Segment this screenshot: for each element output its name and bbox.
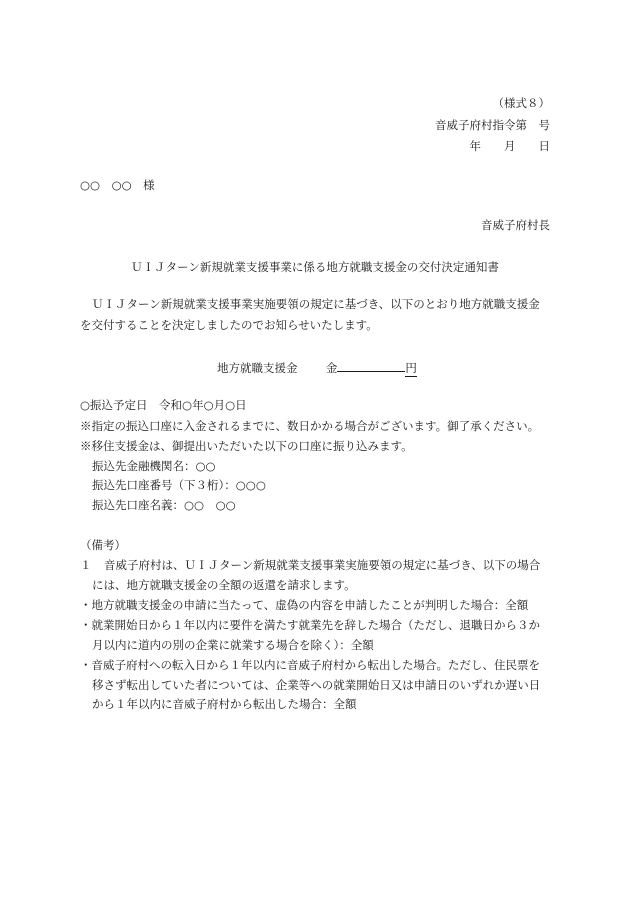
transfer-note-1: ※指定の振込口座に入金されるまでに、数日かかる場合がございます。御了承ください。 bbox=[80, 419, 540, 433]
issuer-number: 音威子府村指令第 号 bbox=[435, 118, 550, 132]
remarks-item-line-2: には、地方就職支援金の全額の返還を請求します。 bbox=[92, 578, 356, 592]
amount-blank bbox=[337, 361, 405, 372]
body-line-1: ＵＩＪターン新規就業支援事業実施要領の規定に基づき、以下のとおり地方就職支援金 bbox=[92, 297, 540, 311]
remarks-bullet-2-line-1: ・就業開始日から１年以内に要件を満たす就業先を辞した場合（ただし、退職日から３か bbox=[80, 618, 540, 632]
remarks-bullet-3-line-2: 移さず転出していた者については、企業等への就業開始日又は申請日のいずれか遅い日 bbox=[92, 678, 541, 692]
form-number: （様式８） bbox=[492, 96, 550, 110]
amount-line bbox=[217, 361, 417, 375]
remarks-bullet-2-line-2: 月以内に道内の別の企業に就業する場合を除く）：全額 bbox=[92, 638, 374, 652]
account-number: 振込先口座番号（下３桁）：○○○ bbox=[92, 478, 266, 492]
remarks-item-line-1: 音威子府村は、ＵＩＪターン新規就業支援事業実施要領の規定に基づき、以下の場合 bbox=[104, 558, 541, 572]
remarks-item-number: １ bbox=[80, 558, 92, 572]
account-name: 振込先口座名義：○○ ○○ bbox=[92, 498, 236, 512]
sender-name: 音威子府村長 bbox=[481, 218, 550, 232]
document-title: ＵＩＪターン新規就業支援事業に係る地方就職支援金の交付決定通知書 bbox=[131, 260, 499, 274]
remarks-bullet-1: ・地方就職支援金の申請に当たって、虚偽の内容を申請したことが判明した場合：全額 bbox=[80, 598, 529, 612]
remarks-bullet-3-line-1: ・音威子府村への転入日から１年以内に音威子府村から転出した場合。ただし、住民票を bbox=[80, 658, 540, 672]
amount-label: 地方就職支援金 bbox=[217, 361, 298, 375]
transfer-date: ○振込予定日 令和○年○月○日 bbox=[80, 398, 247, 412]
issue-date: 年 月 日 bbox=[469, 139, 550, 153]
remarks-bullet-3-line-3: から１年以内に音威子府村から転出した場合：全額 bbox=[92, 697, 357, 711]
recipient-name: ○○ ○○ 様 bbox=[80, 178, 155, 192]
amount-prefix: 金 bbox=[325, 361, 338, 375]
amount-suffix: 円 bbox=[405, 361, 417, 375]
bank-name: 振込先金融機関名：○○ bbox=[92, 459, 216, 473]
transfer-note-2: ※移住支援金は、御提出いただいた以下の口座に振り込みます。 bbox=[80, 439, 413, 453]
body-line-2: を交付することを決定しましたのでお知らせいたします。 bbox=[80, 318, 378, 332]
remarks-heading: （備考） bbox=[80, 538, 126, 552]
